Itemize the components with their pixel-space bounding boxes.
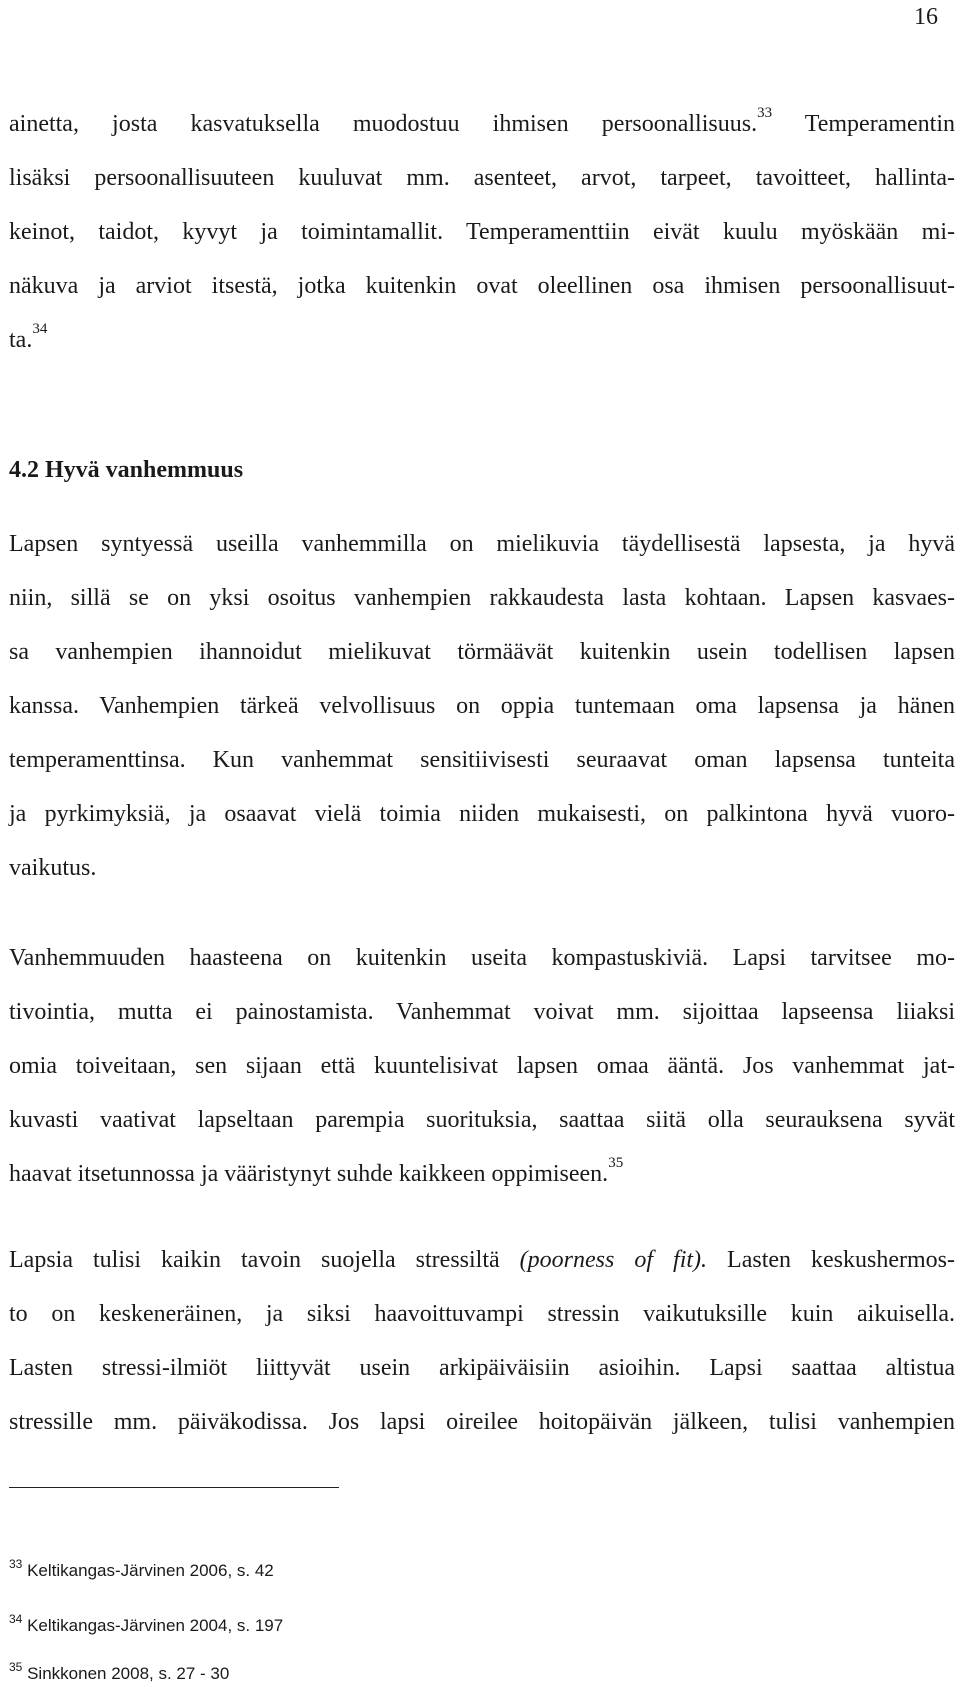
text-line: ainetta, josta kasvatuksella muodostuu ihmisen persoonallisuus.$^{33}$ Temperamentin (9, 105, 956, 137)
text-line: Vanhemmuuden haasteena on kuitenkin useita kompastuskiviä. Lapsi tarvitsee mo- (9, 945, 955, 971)
text-line: vaikutus. (9, 855, 97, 881)
text-line: haavat itsetunnossa ja vääristynyt suhde kaikkeen oppimiseen.$^{35}$ (9, 1155, 624, 1187)
section-heading: 4.2 Hyvä vanhemmuus (9, 457, 244, 483)
footnote: $^{33}$ Keltikangas-Järvinen 2006, s. 42 (9, 1557, 274, 1580)
page-number: 16 (914, 4, 938, 30)
text-line: kanssa. Vanhempien tärkeä velvollisuus on oppia tuntemaan oma lapsensa ja hänen (9, 693, 955, 719)
text-line: Lapsen syntyessä useilla vanhemmilla on mielikuvia täydellisestä lapsesta, ja hyvä (9, 531, 955, 557)
footnote: $^{35}$ Sinkkonen 2008, s. 27 - 30 (9, 1660, 230, 1683)
text-line: Lapsia tulisi kaikin tavoin suojella stressiltä (poorness of fit). Lasten keskushermos- (9, 1247, 956, 1273)
text-line: temperamenttinsa. Kun vanhemmat sensitiivisesti seuraavat oman lapsensa tunteita (9, 747, 955, 773)
footnote-separator (9, 1487, 339, 1488)
text-line: tivointia, mutta ei painostamista. Vanhemmat voivat mm. sijoittaa lapseensa liiaksi (9, 999, 955, 1025)
text-line: lisäksi persoonallisuuteen kuuluvat mm. asenteet, arvot, tarpeet, tavoitteet, hallinta- (9, 165, 955, 191)
text-line: sa vanhempien ihannoidut mielikuvat törmäävät kuitenkin usein todellisen lapsen (9, 639, 955, 665)
text-line: omia toiveitaan, sen sijaan että kuuntelisivat lapsen omaa ääntä. Jos vanhemmat jat- (9, 1053, 955, 1079)
text-line: niin, sillä se on yksi osoitus vanhempien rakkaudesta lasta kohtaan. Lapsen kasvaes- (9, 585, 955, 611)
footnote-ref[interactable]: 35 (608, 1155, 624, 1171)
footnote-ref[interactable]: 33 (757, 105, 773, 121)
text-line: ta.$^{34}$ (9, 321, 48, 353)
text-line: ja pyrkimyksiä, ja osaavat vielä toimia niiden mukaisesti, on palkintona hyvä vuoro- (9, 801, 955, 827)
footnote-ref[interactable]: 34 (32, 321, 48, 337)
text-line: to on keskeneräinen, ja siksi haavoittuvampi stressin vaikutuksille kuin aikuisella. (9, 1301, 955, 1327)
text-line: keinot, taidot, kyvyt ja toimintamallit. Temperamenttiin eivät kuulu myöskään mi- (9, 219, 955, 245)
text-line: stressille mm. päiväkodissa. Jos lapsi oireilee hoitopäivän jälkeen, tulisi vanhempien (9, 1409, 955, 1435)
text-line: Lasten stressi-ilmiöt liittyvät usein arkipäiväisiin asioihin. Lapsi saattaa altistua (9, 1355, 955, 1381)
text-line: kuvasti vaativat lapseltaan parempia suorituksia, saattaa siitä olla seurauksena syvät (9, 1107, 955, 1133)
italic-term: (poorness of fit). (519, 1247, 708, 1273)
text-line: näkuva ja arviot itsestä, jotka kuitenkin ovat oleellinen osa ihmisen persoonallisuut- (9, 273, 955, 299)
footnote: $^{34}$ Keltikangas-Järvinen 2004, s. 197 (9, 1612, 284, 1635)
